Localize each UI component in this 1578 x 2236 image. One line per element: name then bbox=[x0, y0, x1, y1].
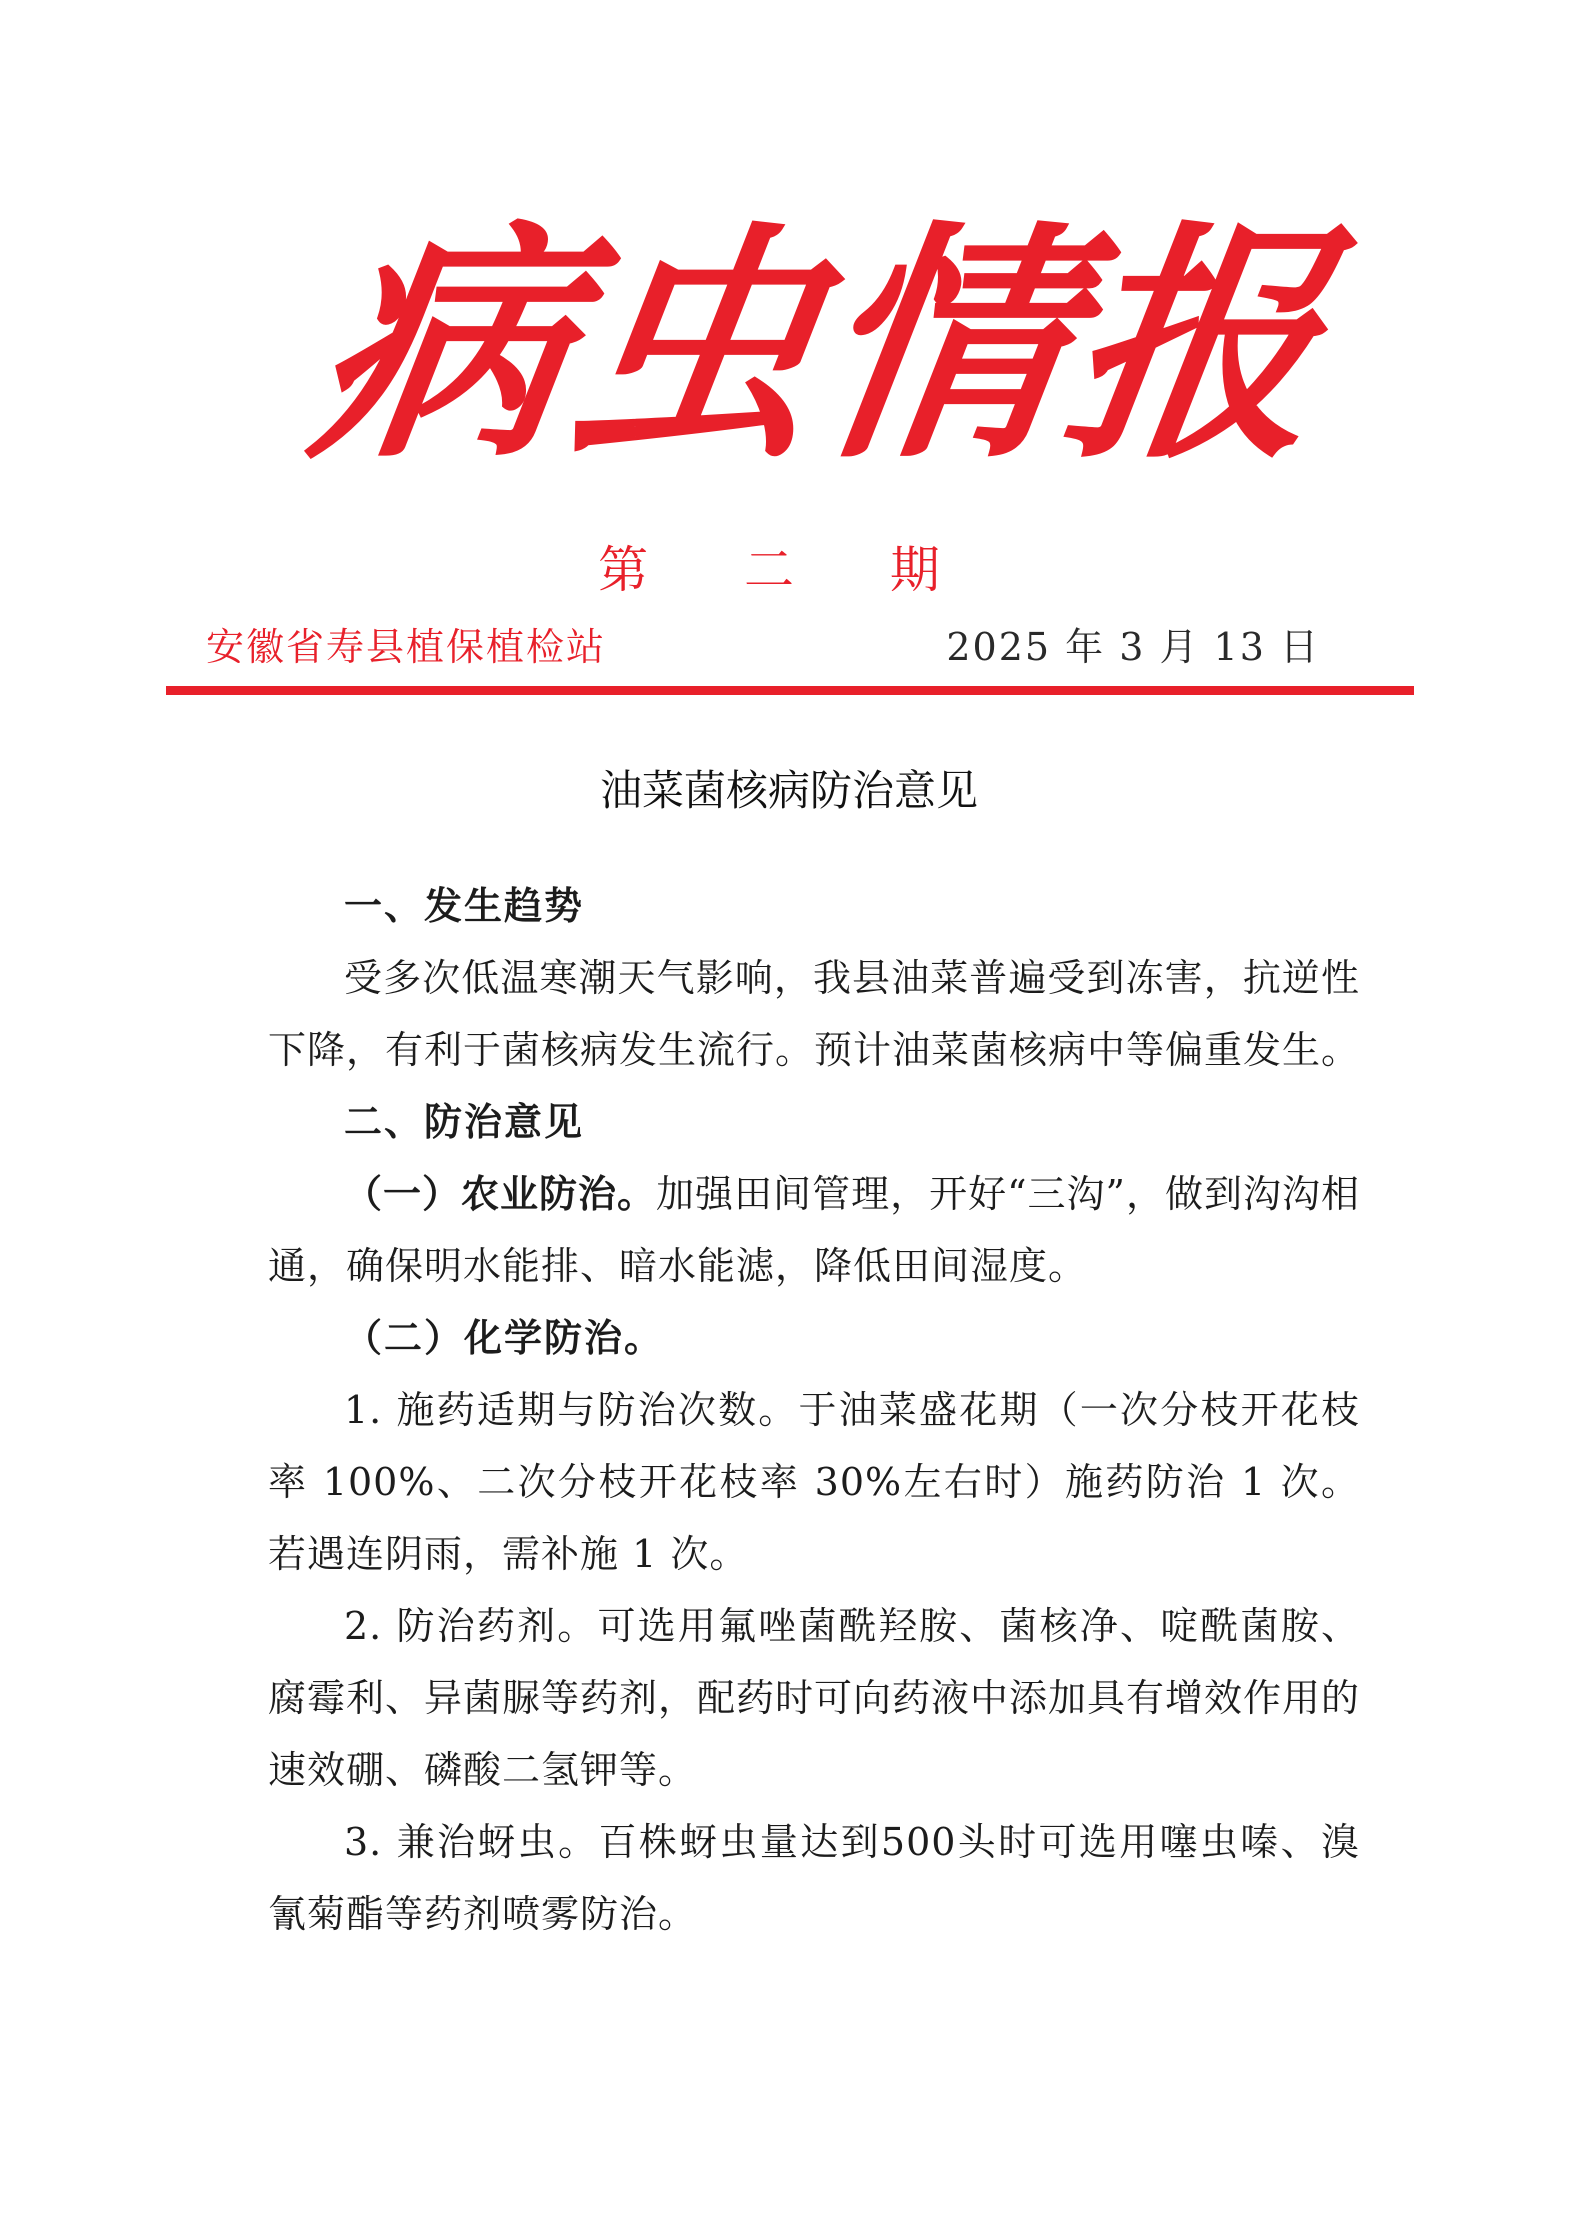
paragraph-agri-control bbox=[268, 1158, 1360, 1302]
red-divider-line bbox=[166, 686, 1414, 695]
agri-control-text: 加强田间管理，开好“三沟”，做到沟沟相通，确保明水能排、暗水能滤，降低田间湿度。 bbox=[268, 1172, 1360, 1288]
issuing-organization: 安徽省寿县植保植检站 bbox=[206, 625, 607, 669]
issue-date: 2025 年 3 月 13 日 bbox=[946, 625, 1320, 669]
subsection-heading-chemical: （二）化学防治。 bbox=[344, 1316, 665, 1360]
section-heading-trend: 一、发生趋势 bbox=[344, 884, 585, 928]
agri-control-lead: （一）农业防治。 bbox=[344, 1172, 657, 1216]
masthead-char-1: 病 bbox=[299, 198, 591, 492]
document-body bbox=[268, 870, 1360, 1950]
paragraph-trend: 受多次低温寒潮天气影响，我县油菜普遍受到冻害，抗逆性下降，有利于菌核病发生流行。预计油菜菌核病中等偏重发生。 bbox=[268, 956, 1361, 1072]
section-heading-control: 二、防治意见 bbox=[344, 1100, 585, 1144]
masthead-char-4: 报 bbox=[1049, 198, 1341, 492]
paragraph-item-3: 3. 兼治蚜虫。百株蚜虫量达到500头时可选用噻虫嗪、溴氰菊酯等药剂喷雾防治。 bbox=[268, 1820, 1360, 1936]
masthead-char-2: 虫 bbox=[549, 198, 841, 492]
masthead-title bbox=[299, 198, 1341, 492]
paragraph-item-1: 1. 施药适期与防治次数。于油菜盛花期（一次分枝开花枝率 100%、二次分枝开花枝率 30%左右时）施药防治 1 次。若遇连阴雨，需补施 1 次。 bbox=[268, 1388, 1360, 1576]
paragraph-item-2: 2. 防治药剂。可选用氟唑菌酰羟胺、菌核净、啶酰菌胺、腐霉利、异菌脲等药剂，配药时可向药液中添加具有增效作用的速效硼、磷酸二氢钾等。 bbox=[268, 1604, 1361, 1792]
document-title: 油菜菌核病防治意见 bbox=[599, 766, 978, 815]
masthead-char-3: 情 bbox=[799, 198, 1091, 492]
issue-number: 第 二 期 bbox=[598, 541, 980, 599]
